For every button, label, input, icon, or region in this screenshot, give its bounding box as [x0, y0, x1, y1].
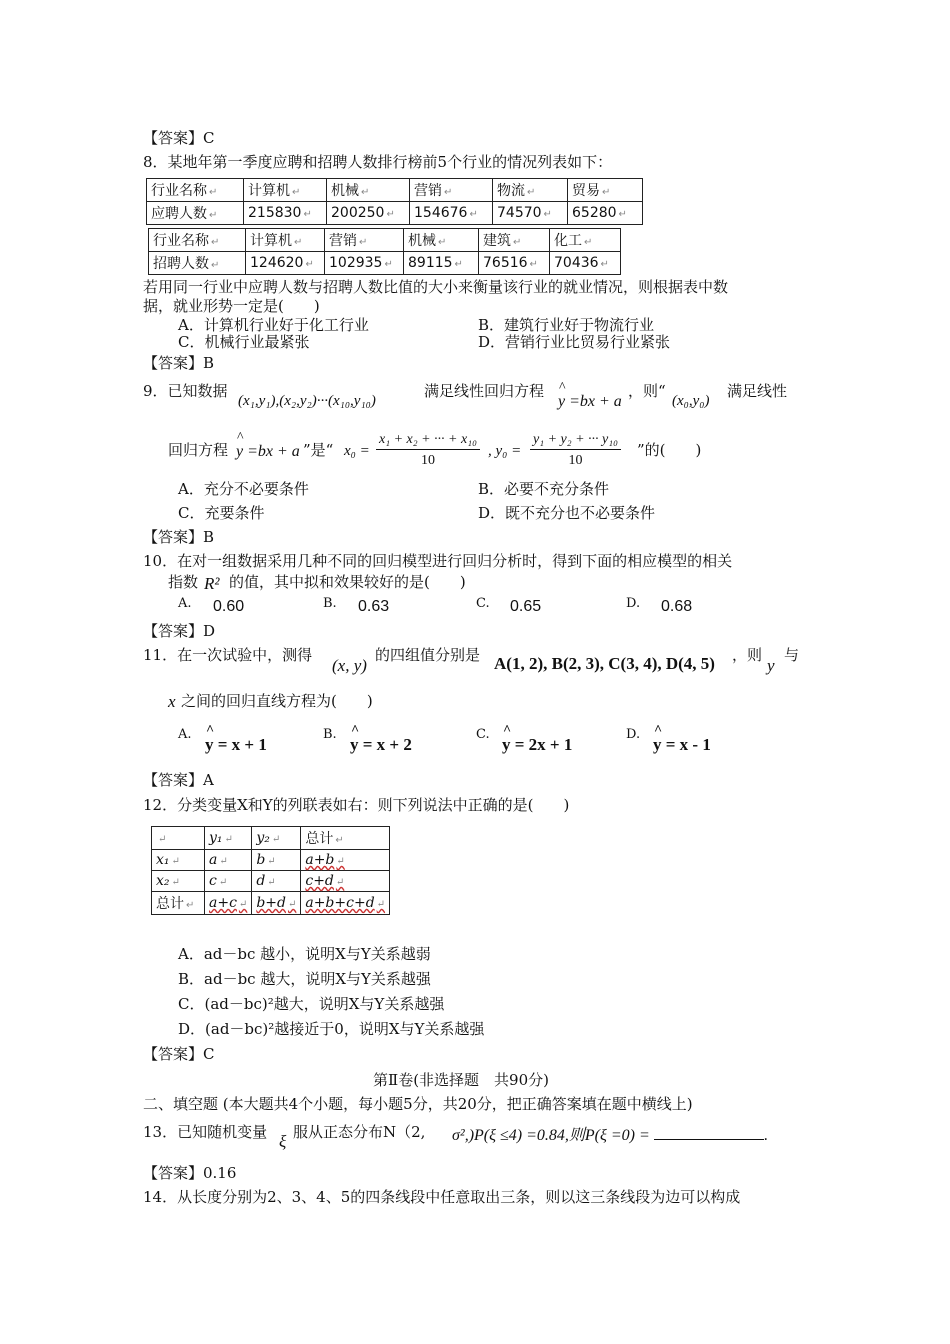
fraction-numerator: x₁ + x₂ + ··· + x₁₀	[376, 432, 480, 450]
q13-expression	[452, 1126, 768, 1145]
q10-option-d-key: D.	[626, 596, 641, 611]
table-cell: 行业名称 ↵	[149, 229, 246, 252]
q11-text: 与	[784, 646, 800, 664]
fraction-numerator: y₁ + y₂ + ··· y₁₀	[530, 432, 621, 450]
q9-text: 满足线性回归方程	[424, 382, 545, 400]
q9-point: (x₀,y₀)	[672, 393, 710, 409]
answer-blank	[654, 1139, 764, 1140]
q9-text: 满足线性	[727, 382, 788, 400]
table-row	[152, 850, 390, 871]
table-cell: 215830 ↵	[244, 202, 327, 225]
table-cell: 机械 ↵	[327, 179, 410, 202]
q9-y-fraction	[530, 432, 621, 470]
q11-option-b: ^ y = x + 2	[350, 735, 412, 755]
q10-r2: R²	[204, 574, 220, 593]
q8-option-c: C．机械行业最紧张	[178, 333, 310, 351]
table-cell	[152, 827, 205, 850]
q13-text: 服从正态分布N（2,	[293, 1123, 426, 1141]
table-cell: 机械 ↵	[404, 229, 479, 252]
table-cell: a ↵	[205, 850, 252, 871]
table-cell: 行业名称 ↵	[147, 179, 244, 202]
table-cell: a+b+c+d ↵	[301, 892, 390, 915]
q10-option-d: 0.68	[661, 598, 693, 615]
table-row	[152, 827, 390, 850]
table-cell: 65280 ↵	[568, 202, 643, 225]
section-heading: 二、填空题 (本大题共4个小题，每小题5分，共20分，把正确答案填在题中横线上)	[143, 1095, 693, 1113]
table-cell: y₂ ↵	[252, 827, 301, 850]
q11-x: x	[168, 692, 176, 711]
table-cell: 贸易 ↵	[568, 179, 643, 202]
q11-option-c: ^ y = 2x + 1	[502, 735, 572, 755]
q9-option-d: D．既不充分也不必要条件	[478, 504, 656, 522]
table-cell: 76516 ↵	[479, 252, 550, 275]
table-cell: b ↵	[252, 850, 301, 871]
table-cell: x₂ ↵	[152, 871, 205, 892]
table-cell: 招聘人数 ↵	[149, 252, 246, 275]
answer-q8: 【答案】B	[143, 354, 215, 372]
table-cell: 计算机 ↵	[246, 229, 325, 252]
q11-option-d-key: D.	[626, 727, 641, 742]
table-cell: 建筑 ↵	[479, 229, 550, 252]
q11-intro: 11．在一次试验中，测得	[143, 646, 313, 664]
table-cell: d ↵	[252, 871, 301, 892]
table-cell: x₁ ↵	[152, 850, 205, 871]
table-row	[149, 252, 621, 275]
fraction-denominator: 10	[420, 452, 435, 468]
q11-y: y	[767, 656, 775, 675]
answer-q7: 【答案】C	[143, 129, 215, 147]
q9-data-formula: (x₁,y₁),(x₂,y₂)···(x₁₀,y₁₀)	[238, 393, 376, 409]
q9-x-fraction	[376, 432, 480, 470]
q9-text: ”是“	[303, 441, 334, 459]
q11-option-a-key: A.	[178, 727, 192, 742]
q11-line2: 之间的回归直线方程为( )	[181, 692, 373, 710]
q13-intro: 13．已知随机变量	[143, 1123, 268, 1141]
table-cell: a+c ↵	[205, 892, 252, 915]
table-cell: a+b ↵	[301, 850, 390, 871]
q10-text: 的值，其中拟和效果较好的是( )	[229, 573, 466, 591]
q10-option-c-key: C.	[476, 596, 490, 611]
table-cell: 124620 ↵	[246, 252, 325, 275]
q10-option-a-key: A.	[178, 596, 192, 611]
table-cell: 74570 ↵	[493, 202, 568, 225]
question-8: 8．某地年第一季度应聘和招聘人数排行榜前5个行业的情况列表如下：	[143, 153, 613, 171]
q9-x0: x₀ =	[344, 443, 370, 459]
table-row	[149, 229, 621, 252]
table-cell: y₁ ↵	[205, 827, 252, 850]
q10-option-b-key: B.	[323, 596, 337, 611]
q8-text-line1: 若用同一行业中应聘人数与招聘人数比值的大小来衡量该行业的就业情况，则根据表中数	[143, 278, 729, 296]
q11-points: A(1, 2), B(2, 3), C(3, 4), D(4, 5)	[494, 654, 715, 673]
table-cell: 89115 ↵	[404, 252, 479, 275]
q9-option-a: A．充分不必要条件	[178, 480, 309, 498]
q12-option-b: B．ad－bc 越大，说明X与Y关系越强	[178, 970, 431, 988]
table-cell: 总计 ↵	[152, 892, 205, 915]
answer-q13: 【答案】0.16	[143, 1164, 237, 1182]
q11-option-d: ^ y = x - 1	[653, 735, 711, 755]
q11-option-b-key: B.	[323, 727, 337, 742]
q14-line1: 14．从长度分别为2、3、4、5的四条线段中任意取出三条，则以这三条线段为边可以构成	[143, 1188, 741, 1206]
q8-text-line2: 据，就业形势一定是( )	[143, 297, 320, 315]
q11-text: ，则	[732, 646, 763, 664]
fraction-denominator: 10	[568, 452, 583, 468]
q11-option-c-key: C.	[476, 727, 490, 742]
q11-option-a: ^ y = x + 1	[205, 735, 267, 755]
part-title: 第Ⅱ卷(非选择题 共90分)	[373, 1071, 549, 1089]
table-cell: 70436 ↵	[550, 252, 621, 275]
table-cell: 200250 ↵	[327, 202, 410, 225]
q12-option-d: D．(ad－bc)²越接近于0，说明X与Y关系越强	[178, 1020, 485, 1038]
q12-option-a: A．ad－bc 越小，说明X与Y关系越弱	[178, 945, 431, 963]
table-row	[147, 202, 643, 225]
q12-option-c: C．(ad－bc)²越大，说明X与Y关系越强	[178, 995, 445, 1013]
q10-line1: 10．在对一组数据采用几种不同的回归模型进行回归分析时，得到下面的相应模型的相关	[143, 552, 733, 570]
q13-end: .	[763, 1127, 768, 1144]
q9-text: 回归方程	[168, 441, 229, 459]
answer-q11: 【答案】A	[143, 771, 214, 789]
q10-option-c: 0.65	[510, 598, 542, 615]
table-cell: 154676 ↵	[410, 202, 493, 225]
table-cell: 化工 ↵	[550, 229, 621, 252]
q9-regression-eq-2: ^ y =bx + a	[236, 442, 300, 461]
q9-regression-eq: ^ y =bx + a	[558, 392, 622, 411]
table-cell: 营销 ↵	[410, 179, 493, 202]
table-recruits	[148, 228, 621, 275]
q10-text: 指数	[168, 573, 199, 591]
table-cell: 102935 ↵	[325, 252, 404, 275]
q8-option-b: B．建筑行业好于物流行业	[478, 316, 655, 334]
answer-q10: 【答案】D	[143, 622, 216, 640]
q13-expr-text: σ²,)P(ξ ≤4) =0.84,则P(ξ =0) =	[452, 1127, 650, 1144]
q11-xy: (x, y)	[332, 656, 367, 675]
q9-intro: 9．已知数据	[143, 382, 228, 400]
q11-text: 的四组值分别是	[375, 646, 481, 664]
table-applicants	[146, 178, 643, 225]
table-row	[147, 179, 643, 202]
q8-option-a: A．计算机行业好于化工行业	[178, 316, 369, 334]
table-row	[152, 871, 390, 892]
q9-option-c: C．充要条件	[178, 504, 265, 522]
q9-option-b: B．必要不充分条件	[478, 480, 610, 498]
q10-option-b: 0.63	[358, 598, 390, 615]
table-cell: c ↵	[205, 871, 252, 892]
table-cell: 计算机 ↵	[244, 179, 327, 202]
table-row	[152, 892, 390, 915]
q13-xi: ξ	[279, 1132, 287, 1151]
table-cell: b+d ↵	[252, 892, 301, 915]
answer-q9: 【答案】B	[143, 528, 215, 546]
contingency-table	[151, 826, 390, 915]
table-cell: c+d ↵	[301, 871, 390, 892]
table-cell: 总计 ↵	[301, 827, 390, 850]
table-cell: 营销 ↵	[325, 229, 404, 252]
table-cell: 应聘人数 ↵	[147, 202, 244, 225]
question-12: 12．分类变量X和Y的列联表如右：则下列说法中正确的是( )	[143, 796, 570, 814]
q9-text: ”的( )	[637, 441, 702, 459]
q9-y0: , y₀ =	[488, 443, 522, 459]
q10-option-a: 0.60	[213, 598, 245, 615]
table-cell: 物流 ↵	[493, 179, 568, 202]
q8-option-d: D．营销行业比贸易行业紧张	[478, 333, 671, 351]
q9-text: ，则“	[628, 382, 666, 400]
answer-q12: 【答案】C	[143, 1045, 215, 1063]
